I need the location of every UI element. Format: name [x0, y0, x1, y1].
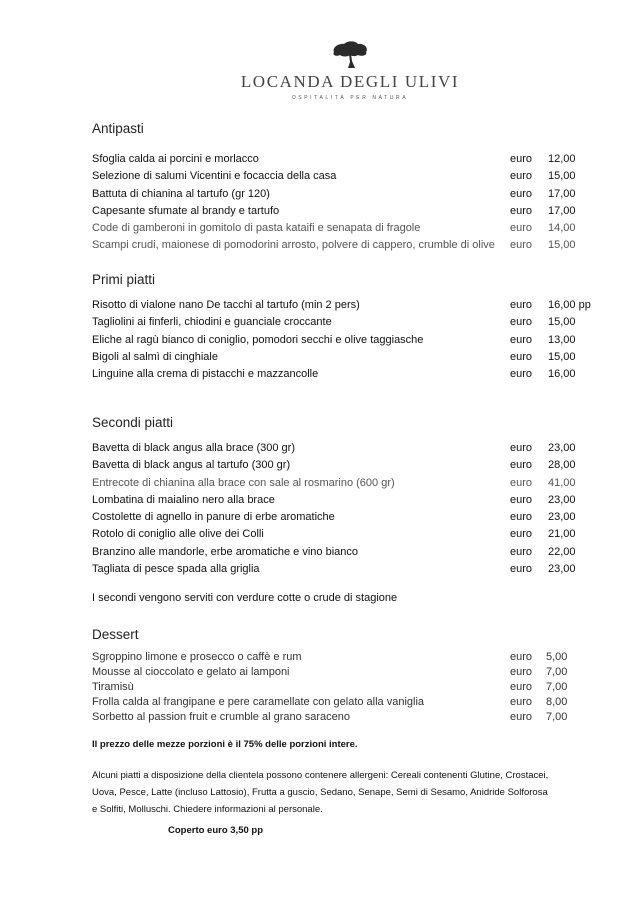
item-currency: euro	[510, 222, 533, 235]
item-name: Entrecote di chianina alla brace con sale al rosmarino (600 gr)	[92, 476, 395, 489]
item-name: Tagliata di pesce spada alla griglia	[92, 563, 260, 576]
item-currency: euro	[510, 153, 533, 165]
item-price: 15,00	[548, 316, 576, 329]
menu-item	[92, 650, 602, 665]
item-currency: euro	[510, 545, 533, 558]
menu-item	[92, 665, 602, 680]
menu-item	[92, 710, 602, 725]
item-currency: euro	[510, 299, 533, 311]
item-name: Battuta di chianina al tartufo (gr 120)	[92, 187, 270, 200]
menu-list	[92, 151, 602, 255]
item-price: 15,00	[548, 170, 576, 183]
item-currency: euro	[510, 350, 533, 363]
item-currency: euro	[510, 204, 533, 217]
item-price: 7,00	[546, 711, 568, 723]
item-price: 7,00	[546, 666, 568, 678]
menu-item	[92, 297, 602, 314]
item-price: 28,00	[548, 459, 576, 472]
item-currency: euro	[510, 333, 533, 346]
item-currency: euro	[510, 316, 533, 329]
brand-name: LOCANDA DEGLI ULIVI	[240, 72, 460, 91]
item-price: 23,00	[548, 493, 576, 506]
item-price: 5,00	[546, 651, 568, 663]
item-price: 17,00	[548, 187, 576, 200]
item-name: Tagliolini ai finferli, chiodini e guanciale croccante	[92, 316, 332, 329]
menu-item	[92, 168, 602, 185]
brand-tagline: OSPITALITÀ PER NATURA	[291, 95, 409, 101]
item-price: 15,00	[548, 239, 576, 252]
item-name: Rotolo di coniglio alle olive dei Colli	[92, 528, 264, 541]
olive-tree-icon	[330, 40, 370, 70]
menu-item	[92, 220, 602, 237]
logo	[240, 40, 460, 101]
section-title: Secondi piatti	[92, 415, 174, 430]
item-price: 12,00	[548, 153, 576, 165]
item-price: 16,00 pp	[548, 299, 591, 311]
section-primi	[92, 272, 602, 383]
item-price: 13,00	[548, 333, 576, 346]
menu-item	[92, 680, 602, 695]
item-currency: euro	[510, 651, 533, 663]
item-currency: euro	[510, 476, 533, 489]
secondi-note: I secondi vengono serviti con verdure cotte o crude di stagione	[92, 592, 398, 604]
section-dessert	[92, 627, 602, 725]
item-name: Scampi crudi, maionese di pomodorini arrosto, polvere di cappero, crumble di olive	[92, 239, 495, 252]
item-currency: euro	[510, 528, 533, 541]
menu-item	[92, 186, 602, 203]
item-price: 14,00	[548, 222, 576, 235]
section-title: Primi piatti	[92, 272, 156, 287]
item-currency: euro	[510, 681, 533, 693]
item-name: Bavetta di black angus alla brace (300 gr)	[92, 442, 296, 454]
section-secondi	[92, 415, 602, 578]
item-currency: euro	[510, 666, 533, 678]
item-name: Selezione di salumi Vicentini e focaccia della casa	[92, 170, 337, 183]
menu-item	[92, 237, 602, 254]
item-price: 23,00	[548, 442, 576, 454]
menu-list	[92, 440, 602, 578]
item-price: 41,00	[548, 476, 576, 489]
item-name: Mousse al cioccolato e gelato ai lamponi	[92, 666, 290, 678]
item-name: Eliche al ragù bianco di coniglio, pomodori secchi e olive taggiasche	[92, 333, 424, 346]
half-portions-note: Il prezzo delle mezze porzioni è il 75% delle porzioni intere.	[92, 739, 358, 750]
item-currency: euro	[510, 493, 533, 506]
item-name: Bavetta di black angus al tartufo (300 gr)	[92, 459, 291, 472]
item-name: Risotto di vialone nano De tacchi al tartufo (min 2 pers)	[92, 299, 360, 311]
item-name: Linguine alla crema di pistacchi e mazzancolle	[92, 368, 319, 381]
item-name: Capesante sfumate al brandy e tartufo	[92, 204, 280, 217]
menu-item	[92, 544, 602, 561]
section-title: Dessert	[92, 627, 139, 642]
item-price: 22,00	[548, 545, 576, 558]
item-name: Bigoli al salmì di cinghiale	[92, 350, 218, 363]
section-antipasti	[92, 121, 602, 255]
item-currency: euro	[510, 239, 533, 252]
menu-item	[92, 349, 602, 366]
item-name: Code di gamberoni in gomitolo di pasta kataifi e senapata di fragole	[92, 222, 421, 235]
menu-item	[92, 475, 602, 492]
item-currency: euro	[510, 170, 533, 183]
item-price: 17,00	[548, 204, 576, 217]
section-title: Antipasti	[92, 121, 144, 136]
item-price: 7,00	[546, 681, 568, 693]
menu-item	[92, 526, 602, 543]
allergens-note: Alcuni piatti a disposizione della clientela possono contenere allergeni: Cereali contenenti Glutine, Crostacei, Uova, Pesce, Latte (incluso Lattosio), Frutta a guscio, Sedano, Senape, Semi di Sesamo, Anidride Solforosa e Solfiti, Molluschi. Chiedere informazioni al personale.	[92, 770, 549, 815]
item-currency: euro	[510, 187, 533, 200]
item-currency: euro	[510, 442, 533, 454]
menu-item	[92, 492, 602, 509]
item-name: Tiramisù	[92, 681, 134, 693]
item-price: 15,00	[548, 350, 576, 363]
item-price: 16,00	[548, 368, 576, 381]
menu-item	[92, 332, 602, 349]
item-name: Lombatina di maialino nero alla brace	[92, 493, 275, 506]
item-price: 23,00	[548, 563, 576, 576]
item-currency: euro	[510, 511, 533, 524]
menu-item	[92, 314, 602, 331]
menu-item	[92, 366, 602, 383]
menu-item	[92, 151, 602, 168]
menu-item	[92, 509, 602, 526]
item-currency: euro	[510, 711, 533, 723]
menu-item	[92, 440, 602, 457]
item-name: Costolette di agnello in panure di erbe aromatiche	[92, 511, 335, 524]
item-currency: euro	[510, 459, 533, 472]
item-currency: euro	[510, 563, 533, 576]
item-price: 8,00	[546, 696, 568, 708]
menu-list	[92, 650, 602, 725]
item-name: Sgroppino limone e prosecco o caffè e rum	[92, 651, 302, 663]
menu-list	[92, 297, 602, 383]
item-name: Frolla calda al frangipane e pere caramellate con gelato alla vaniglia	[92, 696, 425, 708]
item-currency: euro	[510, 696, 533, 708]
item-currency: euro	[510, 368, 533, 381]
item-price: 23,00	[548, 511, 576, 524]
item-price: 21,00	[548, 528, 576, 541]
menu-item	[92, 695, 602, 710]
coperto-note: Coperto euro 3,50 pp	[168, 825, 264, 836]
item-name: Branzino alle mandorle, erbe aromatiche e vino bianco	[92, 545, 358, 558]
item-name: Sfoglia calda ai porcini e morlacco	[92, 153, 259, 165]
item-name: Sorbetto al passion fruit e crumble al grano saraceno	[92, 711, 351, 723]
menu-item	[92, 561, 602, 578]
menu-item	[92, 457, 602, 474]
menu-item	[92, 203, 602, 220]
